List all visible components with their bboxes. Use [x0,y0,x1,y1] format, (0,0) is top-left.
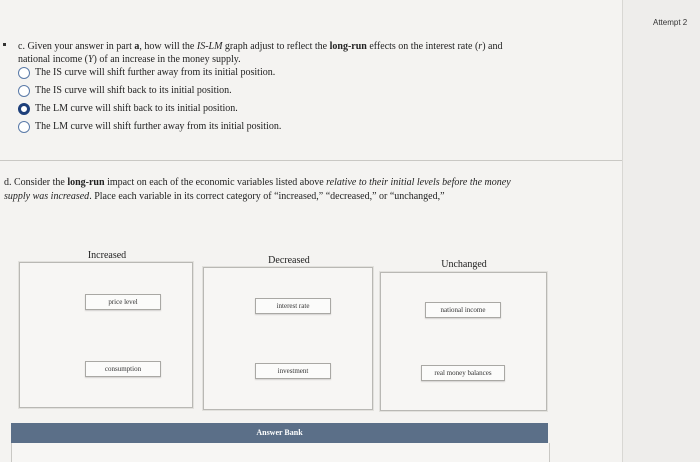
question-c-line2 [18,53,578,66]
question-c-prefix: c. Given your answer in part [18,41,135,52]
question-d-line2 [4,190,564,203]
question-c-graph: IS-LM [196,41,223,52]
option-lm-back[interactable] [18,102,358,116]
question-c-part: a [134,41,140,52]
question-c-r: r [478,41,483,52]
question-c-mid4: ) and [482,41,503,52]
option-is-back[interactable] [18,84,358,98]
option-label: The IS curve will shift further away from its initial position. [35,67,276,78]
question-c-mid1: , how will the [139,41,197,52]
question-d-mid: impact on each of the economic variables listed above [104,177,327,188]
category-title-decreased: Decreased [268,255,310,266]
category-title-increased: Increased [87,250,127,261]
option-is-further[interactable] [18,66,358,80]
question-d-prefix: d. Consider the [4,177,68,188]
answer-bank-area[interactable] [11,443,550,462]
question-d-emph: long-run [67,177,105,188]
option-label: The LM curve will shift further away from its initial position. [35,121,282,132]
question-c-mid3: effects on the interest rate ( [366,41,479,52]
drop-zone-decreased[interactable] [203,267,373,410]
chip-national-income[interactable]: national income [425,302,501,318]
bullet-marker [3,43,6,46]
question-c-line2-end: ) of an increase in the money supply. [93,54,241,65]
question-d-italic2: supply was increased [4,191,90,202]
question-c-mid2: graph adjust to reflect the [222,41,330,52]
question-d-end: . Place each variable in its correct category of “increased,” “decreased,” or “unchanged,” [89,191,445,202]
option-lm-further[interactable] [18,120,358,134]
question-c-line2-start: national income ( [18,54,88,65]
question-c-text [18,40,578,53]
radio-button[interactable] [18,85,30,97]
drop-zone-increased[interactable] [19,262,193,408]
answer-bank-header: Answer Bank [11,423,548,443]
drop-zone-unchanged[interactable] [380,272,547,411]
section-divider [0,160,622,161]
option-label: The IS curve will shift back to its initial position. [35,85,232,96]
question-c-emph: long-run [329,41,367,52]
attempt-sidebar [622,0,700,462]
category-title-unchanged: Unchanged [441,259,487,270]
option-label: The LM curve will shift back to its initial position. [35,103,238,114]
chip-consumption[interactable]: consumption [85,361,161,377]
question-d-text [4,176,564,189]
chip-price-level[interactable]: price level [85,294,161,310]
radio-button[interactable] [18,67,30,79]
chip-real-money-balances[interactable]: real money balances [421,365,505,381]
radio-button-selected[interactable] [18,103,30,115]
attempt-label: Attempt 2 [653,18,688,27]
radio-button[interactable] [18,121,30,133]
chip-investment[interactable]: investment [255,363,331,379]
question-c-y: Y [87,54,94,65]
chip-interest-rate[interactable]: interest rate [255,298,331,314]
question-d-italic1: relative to their initial levels before the money [326,177,511,188]
